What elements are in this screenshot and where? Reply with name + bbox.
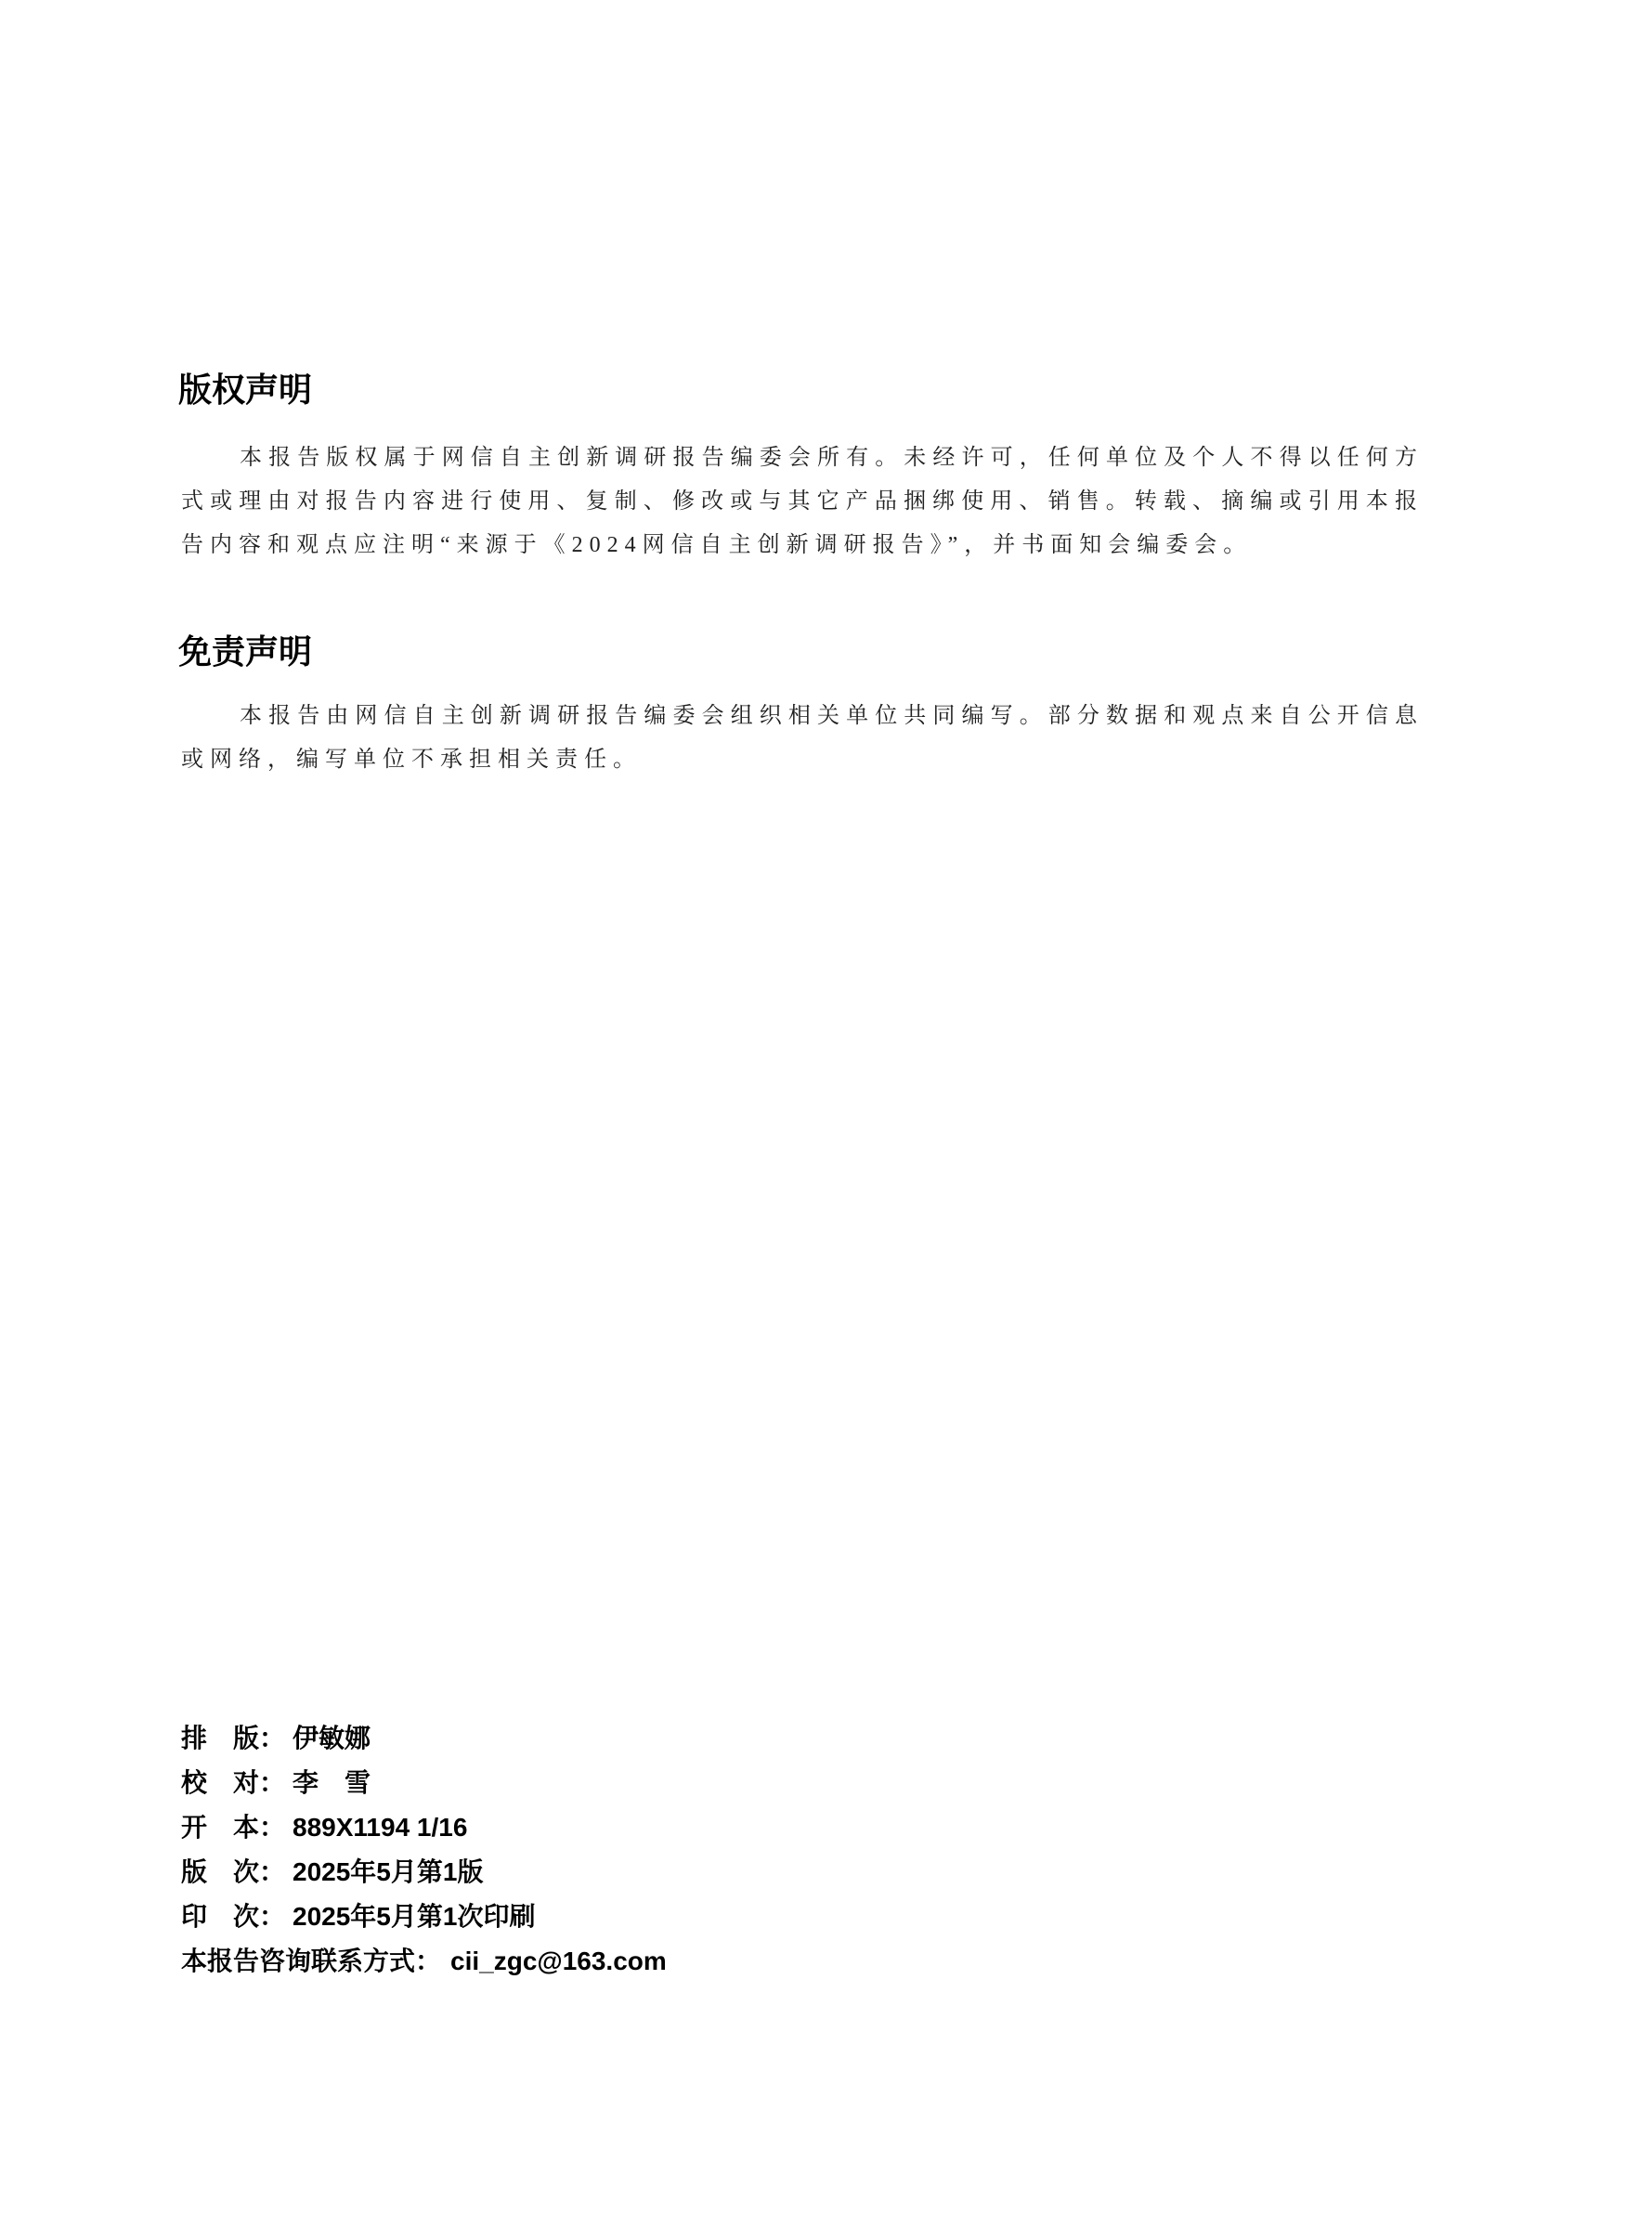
contact-email: cii_zgc@163.com xyxy=(450,1947,667,1975)
format-label: 开 本： xyxy=(181,1813,286,1842)
colophon-row-format xyxy=(181,1805,667,1850)
colophon-row-typesetting xyxy=(181,1716,667,1761)
printing-label: 印 次： xyxy=(181,1902,286,1931)
format-value: 889X1194 1/16 xyxy=(293,1813,468,1842)
colophon-row-contact xyxy=(181,1939,667,1984)
colophon xyxy=(181,1716,667,1984)
edition-value: 2025年5月第1版 xyxy=(293,1857,484,1886)
colophon-row-proofreading xyxy=(181,1761,667,1805)
proofreading-label: 校 对： xyxy=(181,1768,286,1797)
typesetting-label: 排 版： xyxy=(181,1724,286,1752)
disclaimer-heading: 免责声明 xyxy=(178,632,313,671)
copyright-statement-paragraph: 本报告版权属于网信自主创新调研报告编委会所有。未经许可，任何单位及个人不得以任何方式或理由对报告内容进行使用、复制、修改或与其它产品捆绑使用、销售。转载、摘编或引用本报告内容和观点应注明“来源于《2024网信自主创新调研报告》”，并书面知会编委会。 xyxy=(181,446,1424,557)
copyright-statement-heading: 版权声明 xyxy=(178,371,313,409)
printing-value: 2025年5月第1次印刷 xyxy=(293,1902,536,1931)
proofreading-value: 李 雪 xyxy=(293,1768,371,1797)
contact-label: 本报告咨询联系方式： xyxy=(181,1947,442,1975)
typesetting-value: 伊敏娜 xyxy=(293,1724,371,1752)
disclaimer-paragraph: 本报告由网信自主创新调研报告编委会组织相关单位共同编写。部分数据和观点来自公开信息或网络，编写单位不承担相关责任。 xyxy=(181,704,1424,772)
colophon-row-printing xyxy=(181,1895,667,1939)
edition-label: 版 次： xyxy=(181,1857,286,1886)
colophon-row-edition xyxy=(181,1850,667,1895)
